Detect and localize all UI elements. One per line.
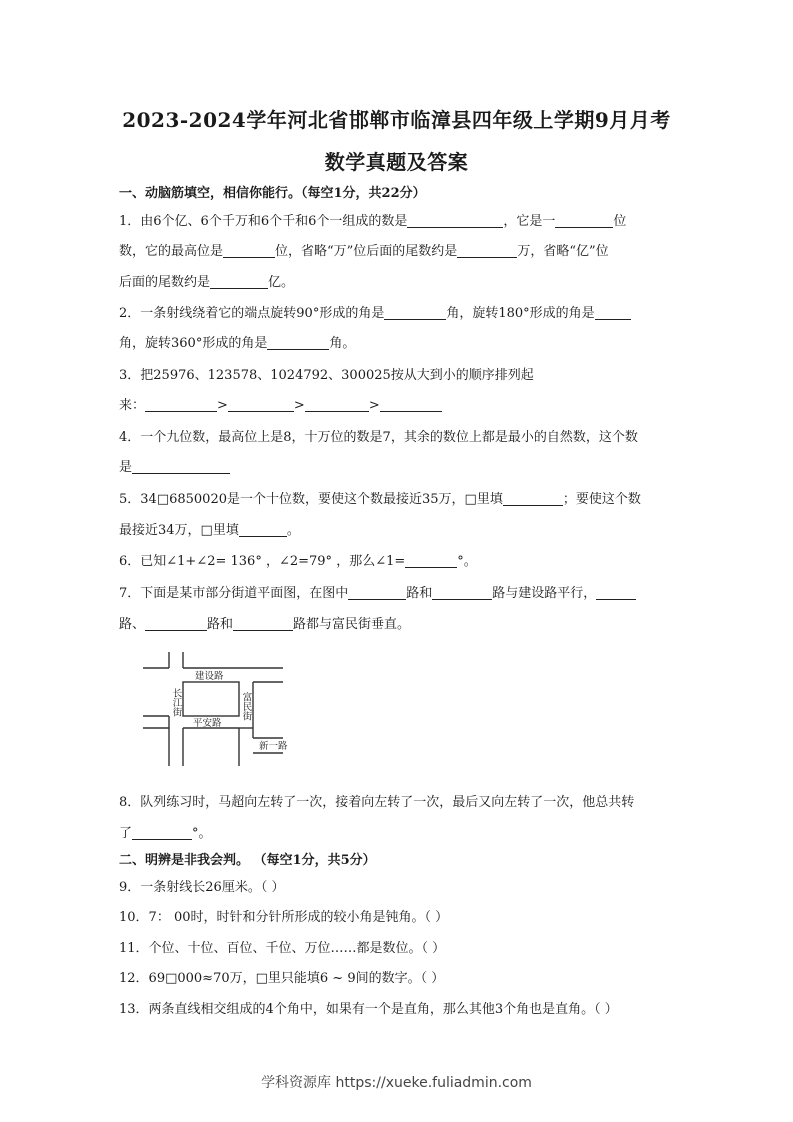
q1-text-f: 万，省略“亿”位 — [517, 244, 609, 259]
q7-blank-1[interactable] — [348, 585, 406, 600]
q5-text-d: 。 — [286, 523, 300, 538]
question-7-line-2 — [119, 613, 410, 632]
q8-text-c: °。 — [192, 826, 212, 841]
question-7-line-1 — [119, 582, 636, 601]
q2-text-a: 2．一条射线绕着它的端点旋转90°形成的角是 — [119, 306, 385, 321]
question-12: 12．69□000≈70万，□里只能填6 ~ 9间的数字。（ ） — [119, 971, 445, 986]
label-xinyi-road: 新一路 — [259, 741, 288, 752]
q1-text-b: ，它是一 — [503, 214, 556, 229]
question-1-line-1 — [119, 210, 626, 229]
question-8-line-2 — [119, 822, 212, 841]
question-2-line-2 — [119, 332, 355, 351]
footer-watermark: 学科资源库 https://xueke.fuliadmin.com — [261, 1075, 532, 1091]
q3-blank-2[interactable] — [228, 397, 294, 412]
q5-text-a: 5．34□6850020是一个十位数，要使这个数最接近35万，□里填 — [119, 492, 503, 507]
question-2-line-1 — [119, 302, 631, 321]
label-changjiang-street: 长江街 — [170, 688, 182, 717]
label-pingan-road: 平安路 — [193, 718, 222, 729]
question-3-line-2 — [119, 394, 442, 413]
q3-blank-1[interactable] — [145, 397, 217, 412]
q1-blank-4[interactable] — [457, 243, 517, 258]
q2-blank-3[interactable] — [267, 335, 329, 350]
q3-gt-1: > — [217, 398, 228, 413]
q7-text-e: 路和 — [207, 617, 234, 632]
q3-text-b: 来： — [119, 398, 146, 413]
q1-text-h: 亿。 — [268, 275, 295, 290]
document-title: 2023-2024学年河北省邯郸市临漳县四年级上学期9月月考 — [122, 108, 671, 132]
q7-text-f: 路都与富民街垂直。 — [293, 617, 411, 632]
q4-text-b: 是 — [119, 460, 133, 475]
section-2-heading: 二、明辨是非我会判。 （每空1分，共5分） — [119, 853, 376, 868]
q1-text-a: 1．由6个亿、6个千万和6个千和6个一组成的数是 — [119, 214, 408, 229]
q1-text-d: 数，它的最高位是 — [119, 244, 224, 259]
q3-blank-3[interactable] — [305, 397, 369, 412]
question-11: 11．个位、十位、百位、千位、万位……都是数位。（ ） — [119, 941, 446, 956]
q7-blank-3[interactable] — [596, 585, 636, 600]
q7-blank-4[interactable] — [145, 616, 207, 631]
question-4-line-1: 4．一个九位数，最高位上是8，十万位的数是7，其余的数位上都是最小的自然数，这个数 — [119, 430, 638, 445]
q7-text-a: 7．下面是某市部分街道平面图，在图中 — [119, 586, 349, 601]
q5-text-b: ；要使这个数 — [562, 492, 641, 507]
q1-text-e: 位，省略“万”位后面的尾数约是 — [275, 244, 458, 259]
q1-blank-1[interactable] — [407, 213, 503, 228]
question-8-line-1: 8．队列练习时，马超向左转了一次，接着向左转了一次，最后又向左转了一次，他总共转 — [119, 795, 635, 810]
question-5-line-1 — [119, 488, 641, 507]
q3-blank-4[interactable] — [380, 397, 442, 412]
street-map — [143, 648, 288, 766]
q2-text-c: 角，旋转360°形成的角是 — [119, 336, 268, 351]
q6-text-b: °。 — [457, 554, 477, 569]
q7-blank-2[interactable] — [432, 585, 492, 600]
q2-blank-1[interactable] — [384, 305, 446, 320]
q7-text-c: 路与建设路平行， — [492, 586, 597, 601]
q8-text-b: 了 — [119, 826, 133, 841]
question-9: 9．一条射线长26厘米。（ ） — [119, 880, 285, 895]
question-1-line-3 — [119, 271, 294, 290]
q7-text-d: 路、 — [119, 617, 146, 632]
q3-gt-3: > — [368, 398, 380, 413]
question-6 — [119, 550, 477, 569]
q1-blank-3[interactable] — [223, 243, 275, 258]
q7-text-b: 路和 — [406, 586, 433, 601]
q1-blank-2[interactable] — [555, 213, 613, 228]
q6-text-a: 6．已知∠1+∠2= 136° ，∠2=79° ，那么∠1= — [119, 554, 406, 569]
q5-blank-2[interactable] — [239, 522, 287, 537]
q1-blank-5[interactable] — [210, 274, 268, 289]
q7-blank-5[interactable] — [233, 616, 293, 631]
label-fumin-street: 富民街 — [240, 692, 252, 721]
central-block — [183, 682, 239, 716]
q2-text-d: 角。 — [329, 336, 356, 351]
section-1-heading: 一、动脑筋填空，相信你能行。（每空1分，共22分） — [119, 186, 426, 201]
q3-gt-2: > — [293, 398, 305, 413]
q4-blank-1[interactable] — [132, 459, 230, 474]
question-4-line-2 — [119, 456, 230, 475]
question-1-line-2 — [119, 240, 609, 259]
q6-blank-1[interactable] — [405, 553, 457, 568]
q5-blank-1[interactable] — [503, 491, 563, 506]
q5-text-c: 最接近34万，□里填 — [119, 523, 239, 538]
q1-text-c: 位 — [613, 214, 627, 229]
question-10: 10．7： 00时，时针和分针所形成的较小角是钝角。（ ） — [119, 910, 449, 925]
q8-blank-1[interactable] — [132, 825, 192, 840]
q1-text-g: 后面的尾数约是 — [119, 275, 211, 290]
document-subtitle: 数学真题及答案 — [324, 150, 469, 174]
q2-blank-2[interactable] — [595, 305, 631, 320]
q2-text-b: 角，旋转180°形成的角是 — [446, 306, 595, 321]
question-5-line-2 — [119, 519, 300, 538]
label-jianshe-road: 建设路 — [195, 671, 224, 682]
question-3-line-1: 3．把25976、123578、1024792、300025按从大到小的顺序排列起 — [119, 368, 534, 383]
question-13: 13．两条直线相交组成的4个角中，如果有一个是直角，那么其他3个角也是直角。（ ） — [119, 1002, 618, 1017]
